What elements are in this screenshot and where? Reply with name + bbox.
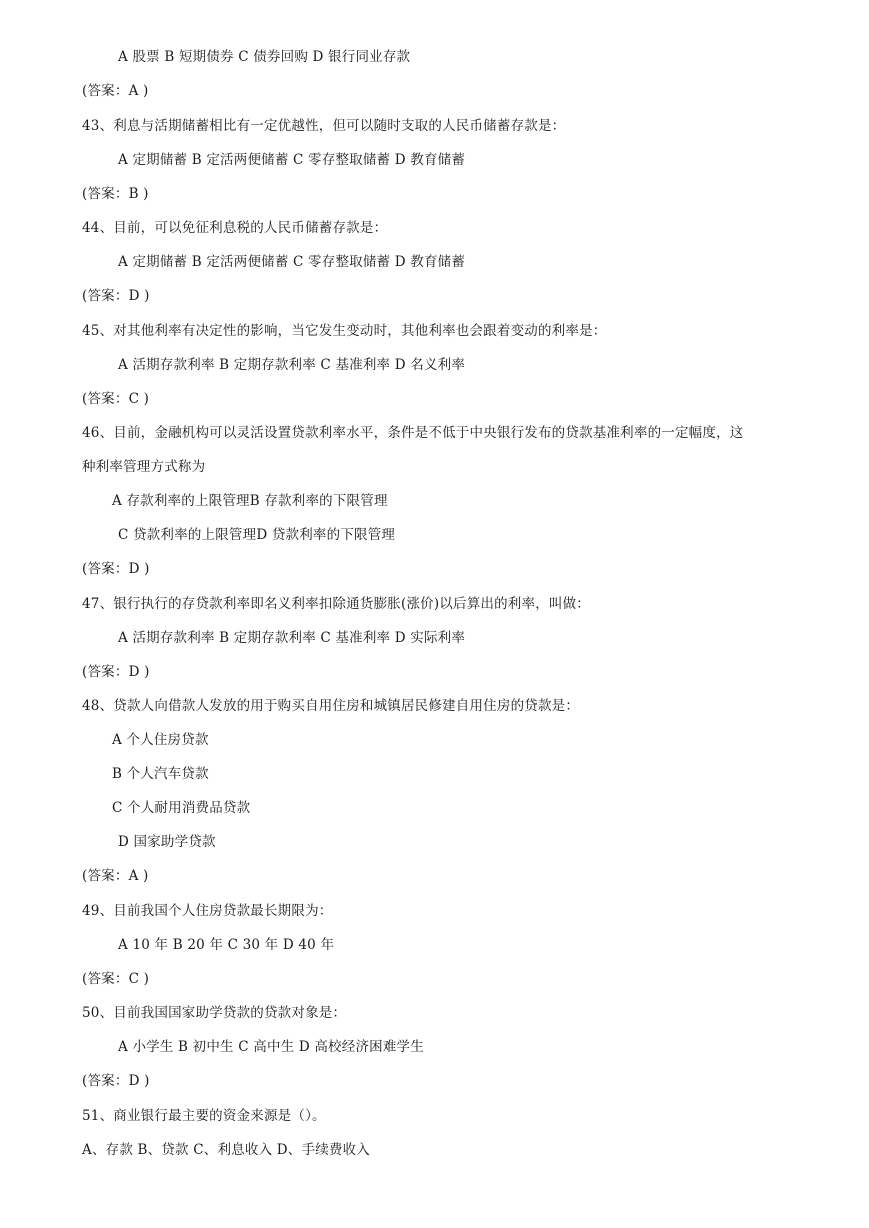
question-line: 46、目前，金融机构可以灵活设置贷款利率水平，条件是不低于中央银行发布的贷款基准利率的一定幅度，这 xyxy=(82,425,744,441)
question-line: 43、利息与活期储蓄相比有一定优越性，但可以随时支取的人民币储蓄存款是： xyxy=(82,118,566,134)
answer-line: (答案：B ) xyxy=(82,186,149,202)
option-line: A 定期储蓄 B 定活两便储蓄 C 零存整取储蓄 D 教育储蓄 xyxy=(118,254,466,270)
option-line: A 活期存款利率 B 定期存款利率 C 基准利率 D 实际利率 xyxy=(118,630,466,646)
question-line: 51、商业银行最主要的资金来源是（）。 xyxy=(82,1108,326,1124)
question-line: 47、银行执行的存贷款利率即名义利率扣除通货膨胀(涨价)以后算出的利率，叫做： xyxy=(82,596,591,612)
answer-line: (答案：D ) xyxy=(82,561,150,577)
answer-line: (答案：D ) xyxy=(82,1073,150,1089)
question-line: 种利率管理方式称为 xyxy=(82,459,206,475)
question-line: 48、贷款人向借款人发放的用于购买自用住房和城镇居民修建自用住房的贷款是： xyxy=(82,698,580,714)
option-line: A 小学生 B 初中生 C 高中生 D 高校经济困难学生 xyxy=(118,1039,424,1055)
question-line: A、存款 B、贷款 C、利息收入 D、手续费收入 xyxy=(82,1142,370,1158)
answer-line: (答案：D ) xyxy=(82,288,150,304)
option-line: C 贷款利率的上限管理D 贷款利率的下限管理 xyxy=(118,527,396,543)
option-line: C 个人耐用消费品贷款 xyxy=(112,800,251,816)
option-line: D 国家助学贷款 xyxy=(118,834,216,850)
option-line: A 定期储蓄 B 定活两便储蓄 C 零存整取储蓄 D 教育储蓄 xyxy=(118,152,466,168)
option-line: B 个人汽车贷款 xyxy=(112,766,209,782)
answer-line: (答案：C ) xyxy=(82,971,150,987)
option-line: A 个人住房贷款 xyxy=(112,732,209,748)
question-line: 45、对其他利率有决定性的影响，当它发生变动时，其他利率也会跟着变动的利率是： xyxy=(82,323,607,339)
answer-line: (答案：C ) xyxy=(82,391,150,407)
option-line: A 股票 B 短期债券 C 债券回购 D 银行同业存款 xyxy=(118,49,411,65)
option-line: A 活期存款利率 B 定期存款利率 C 基准利率 D 名义利率 xyxy=(118,357,466,373)
option-line: A 存款利率的上限管理B 存款利率的下限管理 xyxy=(112,493,388,509)
answer-line: (答案：D ) xyxy=(82,664,150,680)
answer-line: (答案：A ) xyxy=(82,83,149,99)
option-line: A 10 年 B 20 年 C 30 年 D 40 年 xyxy=(118,937,335,953)
question-line: 49、目前我国个人住房贷款最长期限为： xyxy=(82,903,333,919)
question-line: 50、目前我国国家助学贷款的贷款对象是： xyxy=(82,1005,347,1021)
question-line: 44、目前，可以免征利息税的人民币储蓄存款是： xyxy=(82,220,388,236)
answer-line: (答案：A ) xyxy=(82,868,149,884)
